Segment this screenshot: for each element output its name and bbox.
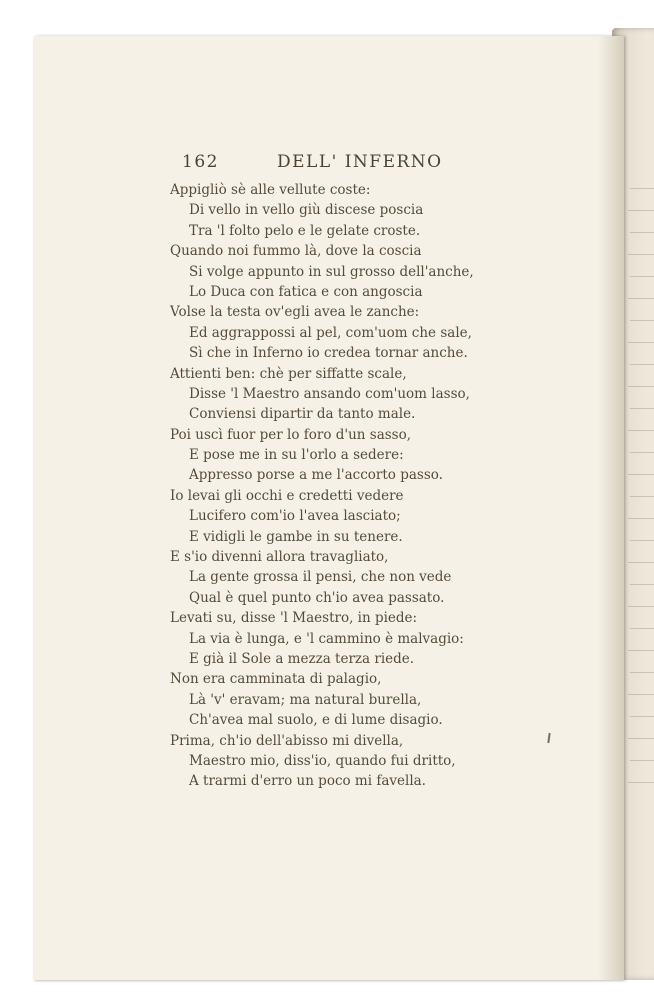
- facing-text-line: [630, 672, 654, 673]
- verse-line: Appresso porse a me l'accorto passo.: [189, 467, 443, 484]
- running-head: DELL' INFERNO: [277, 152, 443, 172]
- facing-text-line: [630, 276, 654, 277]
- facing-text-line: [628, 474, 654, 475]
- verse-line: Poi uscì fuor per lo foro d'un sasso,: [170, 426, 412, 443]
- facing-text-line: [630, 628, 654, 629]
- verse-line: Attienti ben: chè per siffatte scale,: [170, 365, 407, 382]
- facing-text-line: [630, 760, 654, 761]
- facing-text-line: [630, 452, 654, 453]
- facing-text-line: [630, 496, 654, 497]
- verse-line: A trarmi d'erro un poco mi favella.: [189, 773, 426, 790]
- verse-line: E pose me in su l'orlo a sedere:: [189, 447, 404, 464]
- verse-line: La via è lunga, e 'l cammino è malvagio:: [189, 630, 464, 647]
- verse-list: [170, 180, 550, 792]
- verse-line: Lo Duca con fatica e con angoscia: [189, 283, 423, 300]
- verse-line: Sì che in Inferno io credea tornar anche.: [189, 345, 468, 362]
- verse-line: Ch'avea mal suolo, e di lume disagio.: [189, 712, 443, 729]
- facing-text-line: [628, 342, 654, 343]
- verse-line: Là 'v' eravam; ma natural burella,: [189, 691, 422, 708]
- facing-text-line: [628, 518, 654, 519]
- verse-line: La gente grossa il pensi, che non vede: [189, 569, 452, 586]
- facing-text-line: [628, 430, 654, 431]
- verse-line: Volse la testa ov'egli avea le zanche:: [170, 304, 420, 321]
- facing-text-line: [628, 298, 654, 299]
- facing-text-line: [628, 562, 654, 563]
- facing-text-line: [628, 650, 654, 651]
- verse-line: Si volge appunto in sul grosso dell'anche,: [189, 263, 474, 280]
- facing-text-line: [628, 606, 654, 607]
- verse-line: Conviensi dipartir da tanto male.: [189, 406, 416, 423]
- facing-text-line: [628, 738, 654, 739]
- facing-text-line: [628, 694, 654, 695]
- facing-text-line: [630, 232, 654, 233]
- verse-line: Quando noi fummo là, dove la coscia: [170, 243, 422, 260]
- facing-text-line: [630, 320, 654, 321]
- verse-line: Di vello in vello giù discese poscia: [189, 202, 424, 219]
- verse-line: Levati su, disse 'l Maestro, in piede:: [170, 610, 418, 627]
- facing-text-line: [628, 386, 654, 387]
- facing-text-line: [630, 716, 654, 717]
- verse-line: E già il Sole a mezza terza riede.: [189, 650, 415, 667]
- facing-text-line: [630, 408, 654, 409]
- verse-line: Appigliò sè alle vellute coste:: [170, 182, 371, 198]
- verse-line: Non era camminata di palagio,: [170, 671, 382, 688]
- facing-text-line: [630, 188, 654, 189]
- facing-text-line: [628, 254, 654, 255]
- verse-line: E vidigli le gambe in su tenere.: [189, 528, 403, 545]
- verse-line: Lucifero com'io l'avea lasciato;: [189, 508, 401, 525]
- facing-text-line: [630, 364, 654, 365]
- verse-line: Disse 'l Maestro ansando com'uom lasso,: [189, 385, 470, 402]
- page-number: 162: [182, 152, 219, 172]
- page-header: [182, 152, 452, 178]
- verse-line: Maestro mio, diss'io, quando fui dritto,: [189, 752, 456, 769]
- facing-text-line: [628, 782, 654, 783]
- verse-line: E s'io divenni allora travagliato,: [170, 549, 389, 566]
- facing-text-line: [630, 584, 654, 585]
- facing-text-line: [630, 540, 654, 541]
- verse-line: Qual è quel punto ch'io avea passato.: [189, 589, 445, 606]
- verse-line: Tra 'l folto pelo e le gelate croste.: [189, 222, 421, 239]
- facing-text-line: [628, 210, 654, 211]
- verse-line: Io levai gli occhi e credetti vedere: [170, 487, 404, 504]
- verse-line: Ed aggrappossi al pel, com'uom che sale,: [189, 324, 472, 341]
- verse-line: Prima, ch'io dell'abisso mi divella,: [170, 732, 404, 749]
